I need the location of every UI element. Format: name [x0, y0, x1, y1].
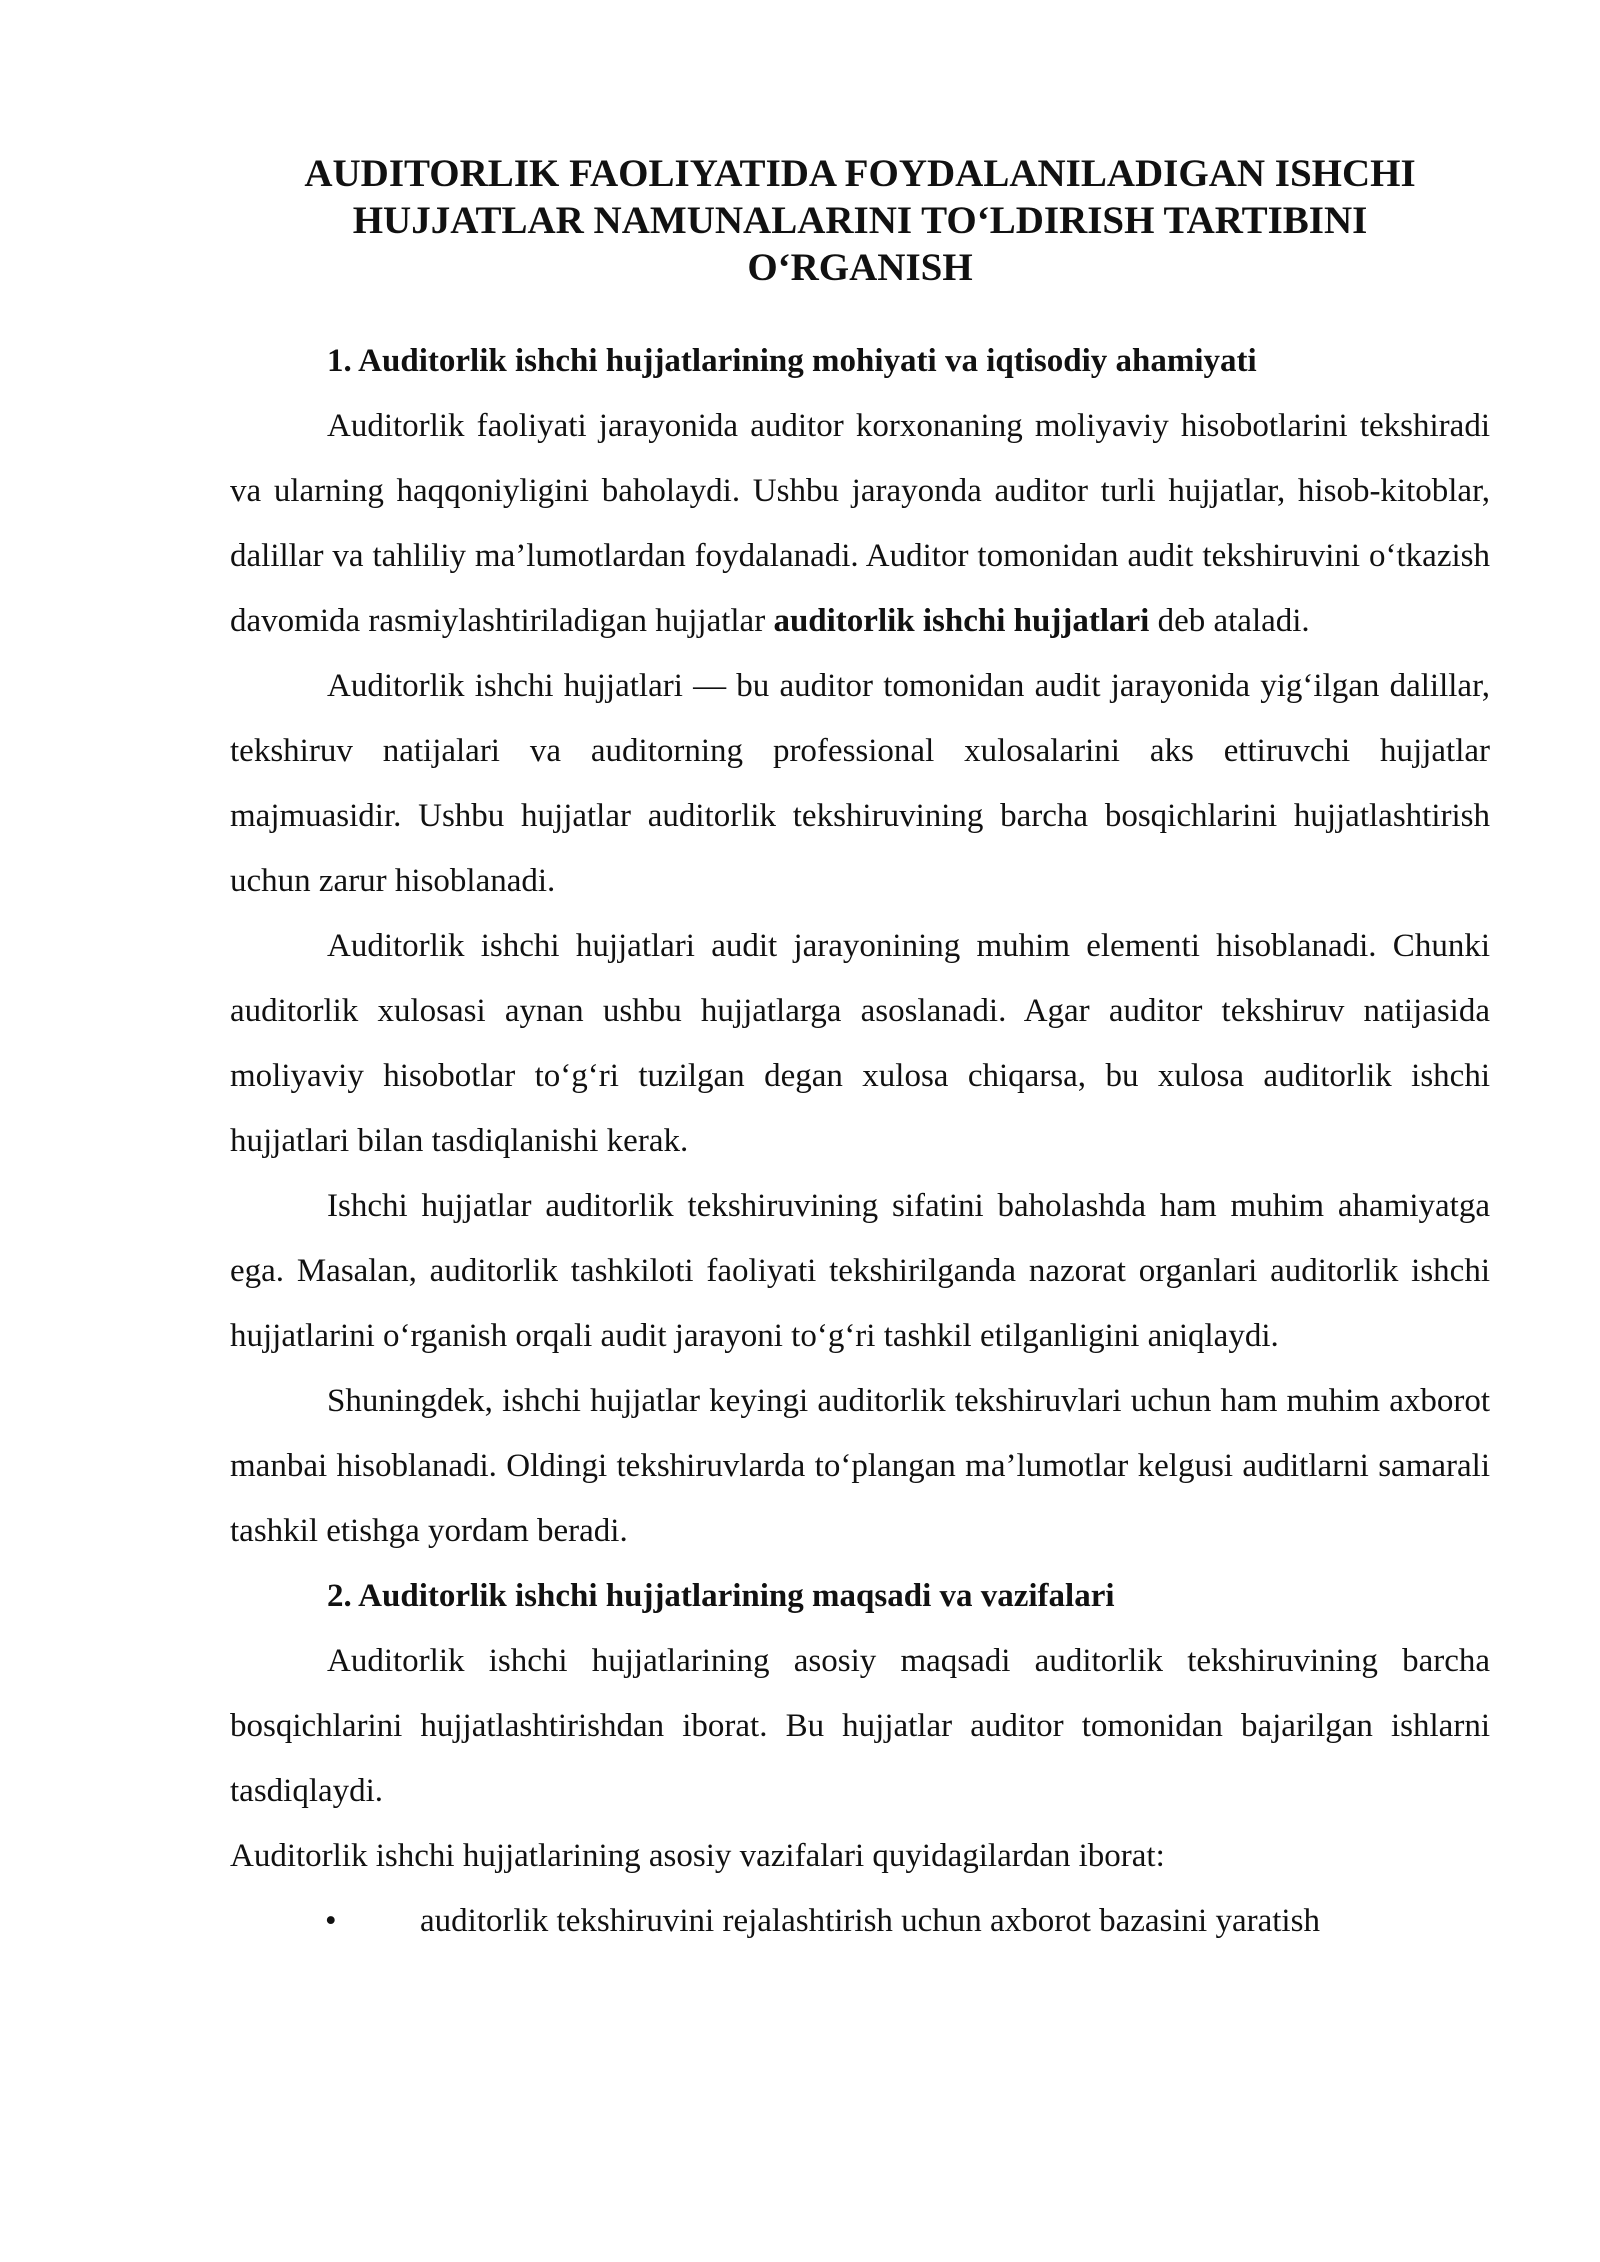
section-1-paragraph-3: Auditorlik ishchi hujjatlari audit jarayonining muhim elementi hisoblanadi. Chunki auditorlik xulosasi aynan ushbu hujjatlarga asoslanadi. Agar auditor tekshiruv natijasida moliyaviy hisobotlar to‘g‘ri tuzilgan degan xulosa chiqarsa, bu xulosa auditorlik ishchi hujjatlari bilan tasdiqlanishi kerak.	[230, 928, 1490, 1159]
section-1-paragraph-4: Ishchi hujjatlar auditorlik tekshiruvining sifatini baholashda ham muhim ahamiyatga ega. Masalan, auditorlik tashkiloti faoliyati tekshirilganda nazorat organlari auditorlik ishchi hujjatlarini o‘rganish orqali audit jarayoni to‘g‘ri tashkil etilganligini aniqlaydi.	[230, 1188, 1490, 1354]
document-page	[230, 150, 1490, 1954]
bold-term: auditorlik ishchi hujjatlari	[773, 603, 1150, 639]
tasks-bullet-list	[230, 1889, 1490, 1954]
section-1-paragraph-5: Shuningdek, ishchi hujjatlar keyingi auditorlik tekshiruvlari uchun ham muhim axborot manbai hisoblanadi. Oldingi tekshiruvlarda to‘plangan ma’lumotlar kelgusi auditlarni samarali tashkil etishga yordam beradi.	[230, 1383, 1490, 1549]
section-2-paragraph-1: Auditorlik ishchi hujjatlarining asosiy maqsadi auditorlik tekshiruvining barcha bosqichlarini hujjatlashtirishdan iborat. Bu hujjatlar auditor tomonidan bajarilgan ishlarni tasdiqlaydi.	[230, 1643, 1490, 1809]
section-1-heading: 1. Auditorlik ishchi hujjatlarining mohiyati va iqtisodiy ahamiyati	[327, 343, 1257, 379]
title-line: AUDITORLIK FAOLIYATIDA FOYDALANILADIGAN ISHCHI	[304, 152, 1416, 195]
section-2-heading: 2. Auditorlik ishchi hujjatlarining maqsadi va vazifalari	[327, 1578, 1115, 1614]
list-item	[230, 1889, 1490, 1954]
title-line: HUJJATLAR NAMUNALARINI TO‘LDIRISH TARTIBINI	[352, 199, 1368, 242]
section-2-paragraph-2: Auditorlik ishchi hujjatlarining asosiy vazifalari quyidagilardan iborat:	[230, 1838, 1165, 1874]
list-item-text: auditorlik tekshiruvini rejalashtirish uchun axborot bazasini yaratish	[420, 1903, 1320, 1939]
section-1-paragraph-2: Auditorlik ishchi hujjatlari — bu auditor tomonidan audit jarayonida yig‘ilgan dalillar, tekshiruv natijalari va auditorning professional xulosalarini aks ettiruvchi hujjatlar majmuasidir. Ushbu hujjatlar auditorlik tekshiruvining barcha bosqichlarini hujjatlashtirish uchun zarur hisoblanadi.	[230, 668, 1490, 899]
section-1-paragraph-1	[230, 394, 1490, 654]
bullet-icon: •	[325, 1903, 337, 1939]
title-line: O‘RGANISH	[747, 246, 973, 289]
paragraph-text: Auditorlik faoliyati jarayonida auditor korxonaning moliyaviy hisobotlarini tekshiradi va ularning haqqoniyligini baholaydi. Ushbu jarayonda auditor turli hujjatlar, hisob-kitoblar, dalillar va tahliliy ma’lumotlardan foydalanadi. Auditor tomonidan audit tekshiruvini o‘tkazish davomida rasmiylashtiriladigan hujjatlar	[230, 408, 1490, 639]
document-title	[230, 150, 1490, 291]
paragraph-text: deb ataladi.	[1149, 603, 1310, 639]
